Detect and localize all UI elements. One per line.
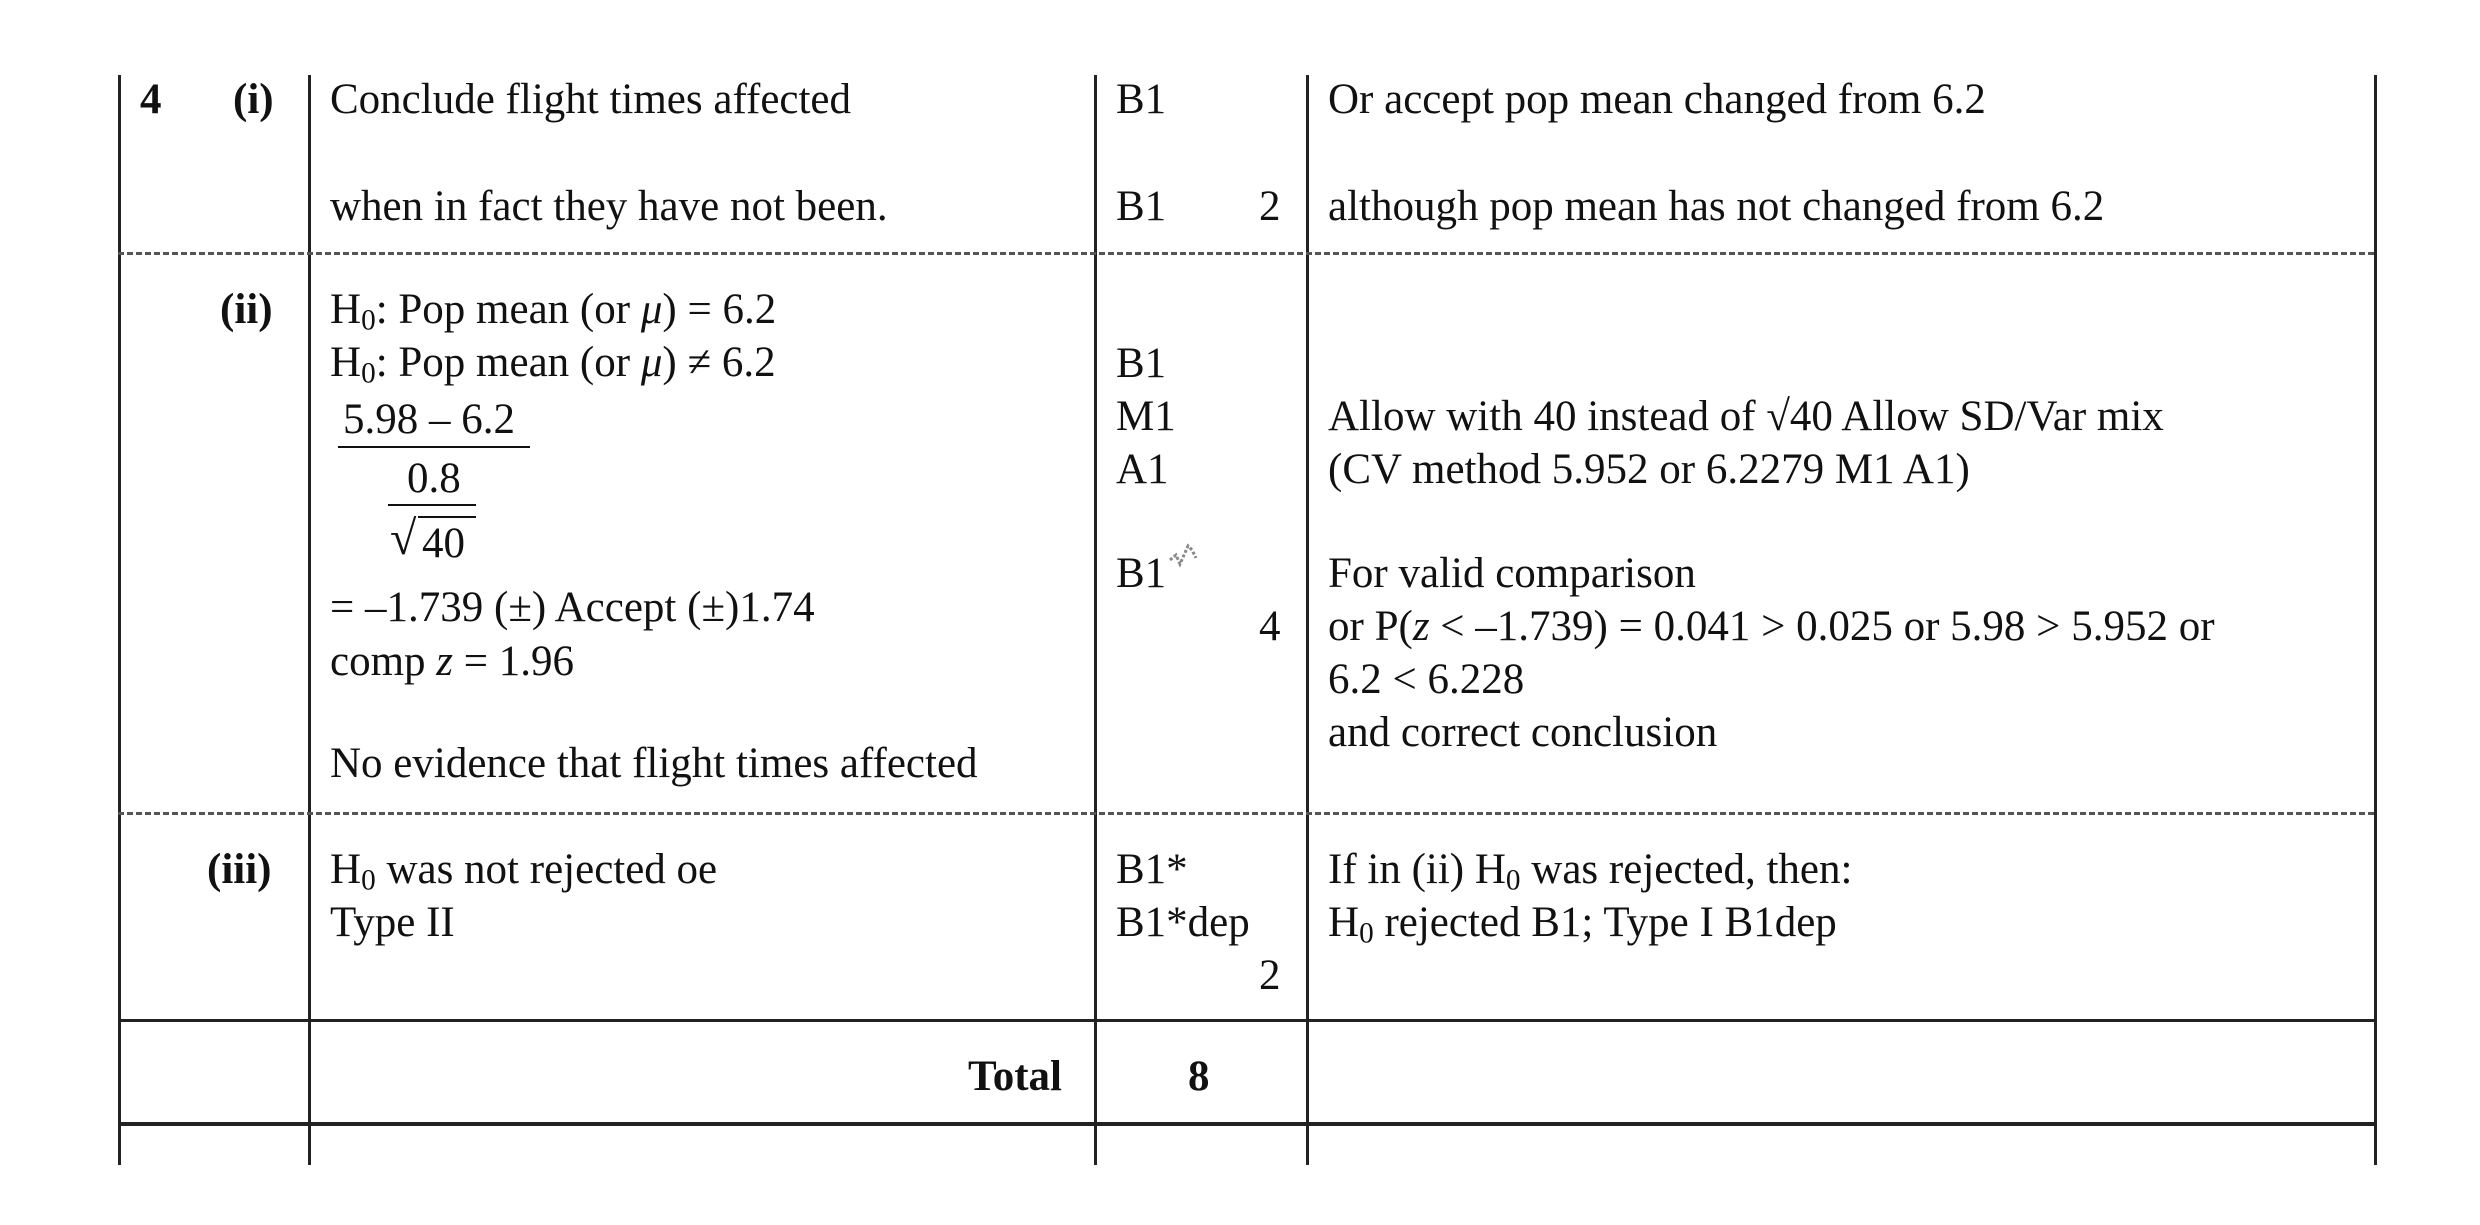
part-label-iii: (iii) (207, 846, 272, 893)
part-iii-total: 2 (1259, 952, 1281, 999)
table-bottom-rule (118, 1122, 2374, 1126)
part-label-ii: (ii) (220, 286, 273, 333)
question-number: 4 (140, 76, 162, 123)
row-divider-ii-iii (118, 812, 2374, 815)
alternative-hypothesis: $H_0$: Pop mean (or μ) ≠ 6.2 (330, 339, 776, 390)
part-ii-note-6: and correct conclusion (1328, 709, 1718, 756)
part-ii-mark-3: A1 (1116, 446, 1169, 493)
part-ii-mark-1: B1 (1116, 340, 1167, 387)
fraction-denominator: 0.8 (407, 455, 461, 502)
part-i-mark-1: B1 (1116, 76, 1167, 123)
part-iii-note-1: If in (ii) $H_0$ was rejected, then: (1328, 846, 1853, 897)
part-ii-note-4: or P(z < –1.739) = 0.041 > 0.025 or 5.98 > 5.952 or (1328, 603, 2215, 650)
square-root-overbar (418, 516, 476, 518)
table-border-left (118, 75, 121, 1165)
part-iii-mark-1: B1* (1116, 846, 1188, 893)
part-ii-note-2: (CV method 5.952 or 6.2279 M1 A1) (1328, 446, 1970, 493)
part-iii-answer-2: Type II (330, 899, 455, 946)
part-i-total: 2 (1259, 183, 1281, 230)
part-ii-conclusion: No evidence that flight times affected (330, 740, 978, 787)
part-ii-note-5: 6.2 < 6.228 (1328, 656, 1525, 703)
table-border-right (2374, 75, 2377, 1165)
part-iii-note-2: $H_0$ rejected B1; Type I B1dep (1328, 899, 1837, 950)
part-ii-note-3: For valid comparison (1328, 550, 1696, 597)
null-hypothesis: $H_0$: Pop mean (or μ) = 6.2 (330, 286, 777, 337)
fraction-bar-inner (388, 504, 476, 506)
total-value: 8 (1188, 1053, 1210, 1100)
total-label: Total (968, 1053, 1062, 1100)
part-iii-mark-2: B1*dep (1116, 899, 1250, 946)
square-root-icon: √ (390, 512, 417, 565)
part-ii-total: 4 (1259, 603, 1281, 650)
part-i-answer-1: Conclude flight times affected (330, 76, 852, 123)
part-i-note-1: Or accept pop mean changed from 6.2 (1328, 76, 1986, 123)
part-i-answer-2: when in fact they have not been. (330, 183, 888, 230)
part-i-note-2: although pop mean has not changed from 6.2 (1328, 183, 2105, 230)
test-statistic-result: = –1.739 (±) Accept (±)1.74 (330, 584, 815, 631)
tick-mark-icon (1166, 538, 1206, 578)
part-iii-answer-1: $H_0$ was not rejected oe (330, 846, 718, 897)
fraction-bar-main (338, 446, 530, 448)
row-divider-total (118, 1019, 2374, 1022)
row-divider-i-ii (118, 252, 2374, 255)
part-ii-note-1: Allow with 40 instead of √40 Allow SD/Var mix (1328, 393, 2164, 440)
column-divider-3 (1306, 75, 1309, 1165)
part-ii-mark-4: B1 (1116, 550, 1167, 597)
part-ii-mark-2: M1 (1116, 393, 1176, 440)
column-divider-2 (1094, 75, 1097, 1165)
column-divider-1 (308, 75, 311, 1165)
part-label-i: (i) (233, 76, 274, 123)
fraction-numerator: 5.98 – 6.2 (343, 396, 515, 443)
part-i-mark-2: B1 (1116, 183, 1167, 230)
sqrt-radicand: 40 (422, 520, 465, 567)
critical-value: comp z = 1.96 (330, 638, 575, 685)
